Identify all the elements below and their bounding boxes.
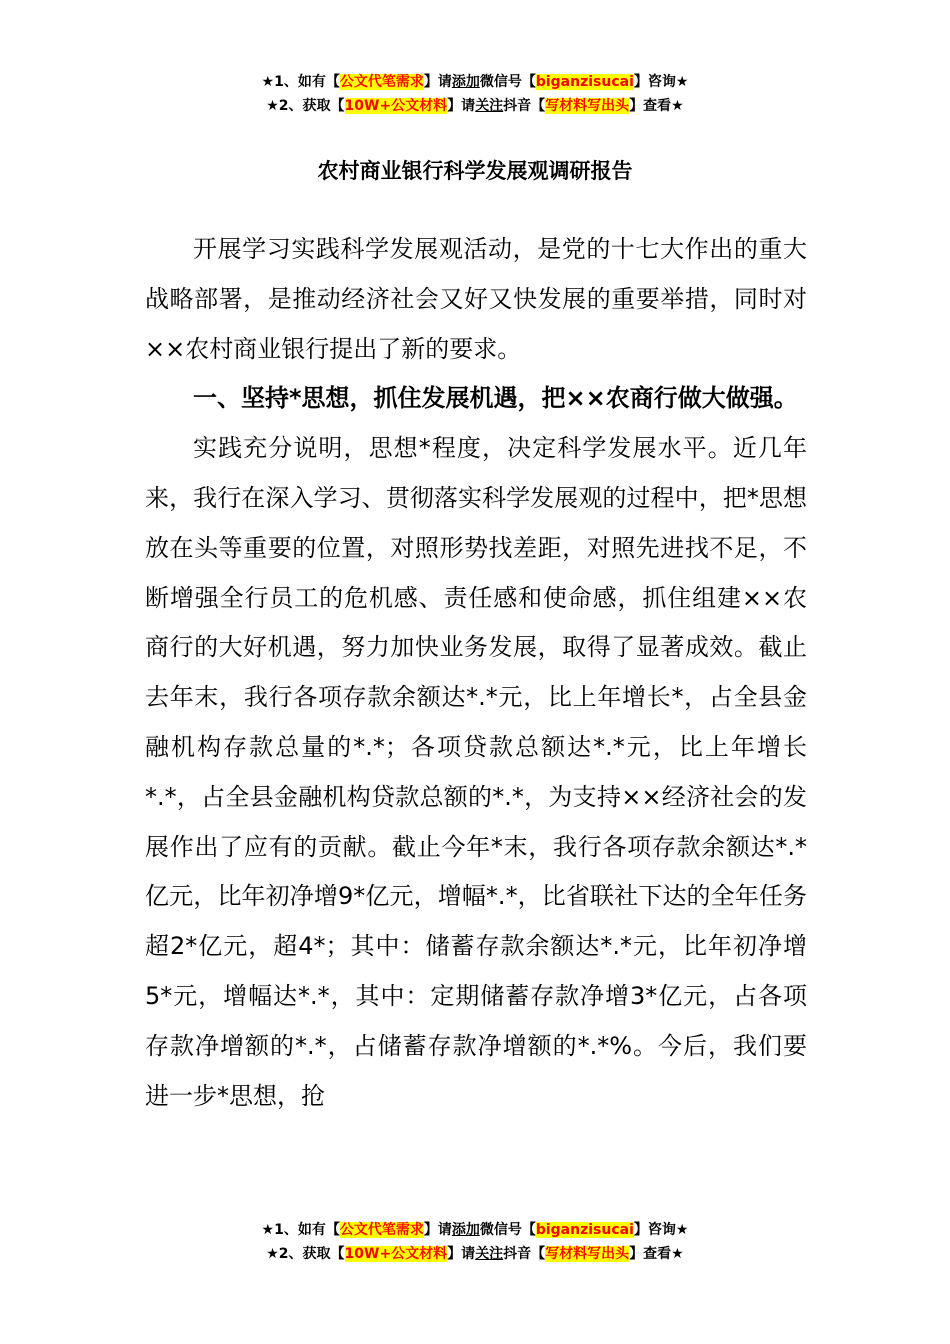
banner-text: 】请 xyxy=(423,74,452,90)
banner-text: 添加 xyxy=(451,74,480,90)
document-body xyxy=(145,225,807,1121)
highlight-wechat-id: biganzisucai xyxy=(535,74,634,90)
banner-text: 】咨询★ xyxy=(633,74,689,90)
document-title: 农村商业银行科学发展观调研报告 xyxy=(317,159,633,183)
footer-banner xyxy=(0,1218,950,1266)
highlight-ghostwriting: 公文代笔需求 xyxy=(339,74,424,90)
banner-text: 】请 xyxy=(447,1246,476,1262)
highlight-materials: 10W+公文材料 xyxy=(344,1246,448,1262)
banner-text: ★1、如有【 xyxy=(261,74,340,90)
banner-text: 微信号【 xyxy=(479,1222,536,1238)
footer-banner-line-1 xyxy=(0,1218,950,1242)
paragraph-intro: 开展学习实践科学发展观活动，是党的十七大作出的重大战略部署，是推动经济社会又好又快发展的重要举措，同时对××农村商业银行提出了新的要求。 xyxy=(145,235,807,363)
banner-text: 关注 xyxy=(475,98,504,114)
banner-text: 】请 xyxy=(423,1222,452,1238)
header-banner xyxy=(0,70,950,118)
banner-text: ★2、获取【 xyxy=(266,1246,345,1262)
highlight-wechat-id: biganzisucai xyxy=(535,1222,634,1238)
banner-text: 】查看★ xyxy=(629,1246,684,1262)
banner-text: ★1、如有【 xyxy=(261,1222,340,1238)
footer-banner-line-2 xyxy=(0,1242,950,1266)
highlight-materials: 10W+公文材料 xyxy=(344,98,448,114)
banner-text: 微信号【 xyxy=(479,74,536,90)
banner-text: 抖音【 xyxy=(503,1246,546,1262)
banner-text: 添加 xyxy=(451,1222,480,1238)
highlight-douyin: 写材料写出头 xyxy=(545,1246,630,1262)
banner-text: 】咨询★ xyxy=(633,1222,689,1238)
banner-text: 抖音【 xyxy=(503,98,546,114)
banner-text: 】查看★ xyxy=(629,98,684,114)
banner-text: 关注 xyxy=(475,1246,504,1262)
banner-text: 】请 xyxy=(447,98,476,114)
header-banner-line-1 xyxy=(0,70,950,94)
paragraph-body: 实践充分说明，思想*程度，决定科学发展水平。近几年来，我行在深入学习、贯彻落实科学发展观的过程中，把*思想放在头等重要的位置，对照形势找差距，对照先进找不足，不断增强全行员工的危机感、责任感和使命感，抓住组建××农商行的大好机遇，努力加快业务发展，取得了显著成效。截止去年末，我行各项存款余额达*.*元，比上年增长*，占全县金融机构存款总量的*.*；各项贷款总额达*.*元，比上年增长*.*，占全县金融机构贷款总额的*.*，为支持××经济社会的发展作出了应有的贡献。截止今年*末，我行各项存款余额达*.*亿元，比年初净增9*亿元，增幅*.*，比省联社下达的全年任务超2*亿元，超4*；其中：储蓄存款余额达*.*元，比年初净增5*元，增幅达*.*，其中：定期储蓄存款净增3*亿元，占各项存款净增额的*.*，占储蓄存款净增额的*.*%。今后，我们要进一步*思想，抢 xyxy=(145,434,807,1110)
header-banner-line-2 xyxy=(0,94,950,118)
highlight-douyin: 写材料写出头 xyxy=(545,98,630,114)
section-heading-1: 一、坚持*思想，抓住发展机遇，把××农商行做大做强。 xyxy=(193,384,798,413)
highlight-ghostwriting: 公文代笔需求 xyxy=(339,1222,424,1238)
banner-text: ★2、获取【 xyxy=(266,98,345,114)
